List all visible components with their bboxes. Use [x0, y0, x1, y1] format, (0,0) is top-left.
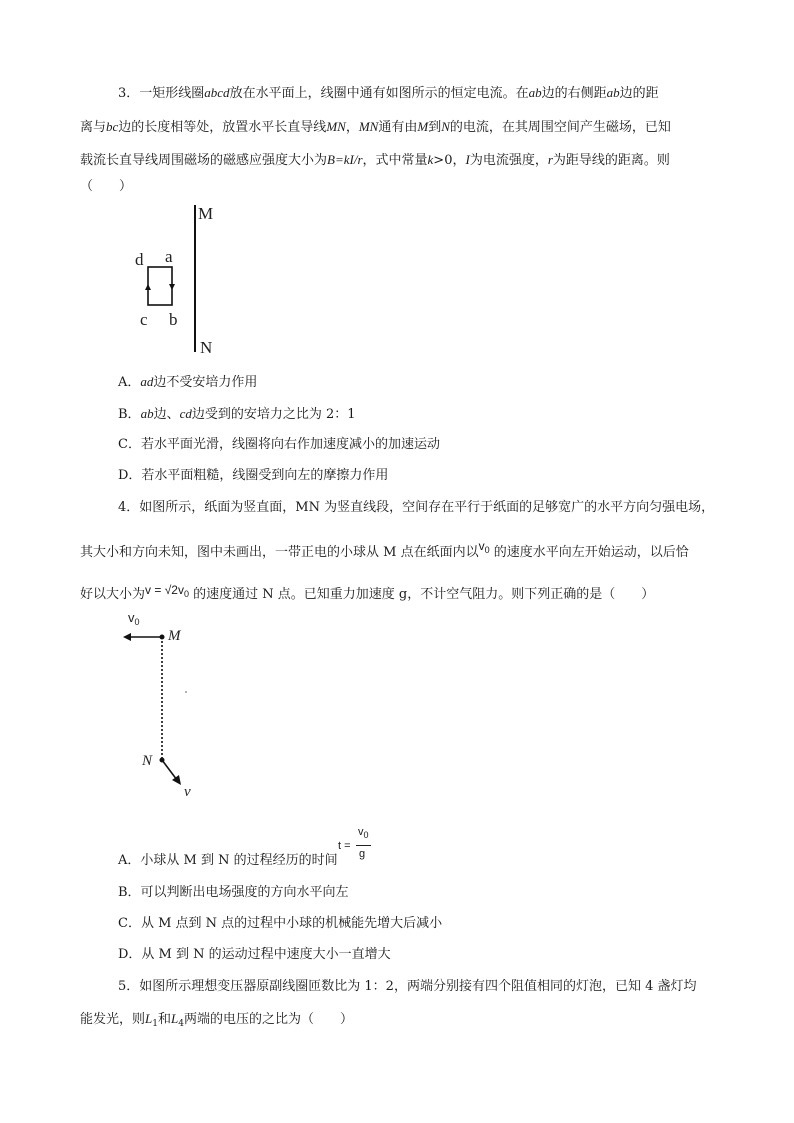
q3-text: 边的长度相等处，放置水平长直导线	[118, 120, 327, 135]
q5-text: 和	[157, 1012, 171, 1027]
q4-option-b: B．可以判断出电场强度的方向水平向左	[118, 885, 349, 900]
v0-subscript: 0	[484, 545, 490, 555]
q3-text: >0，	[433, 153, 466, 168]
q3-text: N	[441, 119, 450, 134]
q3-option-d: D．若水平面粗糙，线圈受到向左的摩擦力作用	[118, 468, 389, 483]
q3-line-4: （ ）	[80, 179, 133, 194]
q3-text: bc	[106, 119, 119, 134]
q3-text: MN	[358, 119, 379, 134]
time-formula-denominator: g	[359, 848, 366, 860]
coil-rectangle	[148, 267, 172, 305]
q3-figure	[130, 200, 240, 365]
label-v0: $v_0$	[128, 610, 140, 627]
q4-figure	[120, 620, 210, 805]
label-M: M	[198, 204, 214, 223]
q3-text: 的电流，在其周围空间产生磁场，已知	[449, 120, 671, 135]
lamp-l1-subscript: 1	[152, 1019, 158, 1029]
q3-text: B=kI/r	[327, 152, 363, 167]
q3-text: 放在水平面上，线圈中通有如图所示的恒定电流。在	[229, 86, 529, 101]
time-formula-t: t =	[338, 840, 351, 852]
q5-line-2	[80, 1010, 353, 1033]
label-a: a	[165, 247, 173, 266]
q3-option-b	[118, 405, 356, 424]
q3-text: 3．一矩形线圈	[118, 86, 205, 101]
q3-text: 边、	[153, 407, 180, 422]
q3-line-1	[118, 84, 659, 103]
v0-symbol: v	[478, 539, 485, 553]
q3-text: r	[547, 152, 553, 167]
option-letter: B．	[118, 407, 141, 422]
stray-dot	[185, 691, 187, 693]
q3-text: 到	[428, 120, 442, 135]
q3-text: k	[427, 152, 434, 167]
arrow-left-icon	[123, 633, 131, 641]
q4-option-d: D．从 M 到 N 的运动过程中速度大小一直增大	[118, 947, 391, 962]
arrow-down-right-icon	[172, 775, 181, 785]
q3-text: 通有由	[378, 120, 418, 135]
q5-line-1: 5．如图所示理想变压器原副线圈匝数比为 1：2，两端分别接有四个阻值相同的灯泡，已知 4 盏灯均	[118, 979, 697, 994]
velocity-subscript: 0	[183, 589, 189, 599]
arrow-down-icon	[145, 284, 151, 290]
arrow-up-icon	[169, 284, 175, 290]
velocity-formula: v = √2v	[145, 583, 184, 597]
q4-line-3	[80, 581, 654, 604]
q4-option-c: C．从 M 点到 N 点的过程中小球的机械能先增大后减小	[118, 916, 443, 931]
q3-option-c: C．若水平面光滑，线圈将向右作加速度减小的加速运动	[118, 437, 440, 452]
label-b: b	[169, 310, 178, 329]
lamp-l1: L	[145, 1011, 153, 1026]
q4-text: 其大小和方向未知，图中未画出，一带正电的小球从 M 点在纸面内以	[80, 545, 479, 560]
label-c: c	[140, 310, 148, 329]
q3-text: ab	[528, 85, 542, 100]
q3-text: MN	[326, 119, 346, 134]
label-v: v	[184, 784, 191, 800]
q4-line-1: 4．如图所示，纸面为竖直面，MN 为竖直线段，空间存在平行于纸面的足够宽广的水平方向匀强电场，	[118, 500, 715, 515]
q4-text: 好以大小为	[80, 587, 146, 602]
q3-text: 离与	[80, 120, 107, 135]
q4-line-2	[80, 537, 689, 562]
option-letter: A．	[118, 375, 141, 390]
q3-text: M	[417, 119, 429, 134]
q3-text: ，	[345, 120, 359, 135]
q4-text: 的速度水平向左开始运动，以后恰	[489, 545, 689, 560]
label-d: d	[135, 250, 144, 269]
q3-text: 载流长直导线周围磁场的磁感应强度大小为	[80, 153, 328, 168]
q3-text: 为距导线的距离。则	[552, 153, 670, 168]
q3-text: ，式中常量	[362, 153, 428, 168]
q4-text: 的速度通过 N 点。已知重力加速度 g，不计空气阻力。则下列正确的是（ ）	[188, 587, 655, 602]
lamp-l4: L	[171, 1011, 179, 1026]
q5-text: 两端的电压的之比为（ ）	[183, 1012, 353, 1027]
q3-text: I	[465, 152, 470, 167]
q3-text: ab	[606, 85, 620, 100]
label-point-N: N	[142, 753, 153, 769]
q3-option-a	[118, 373, 257, 392]
q3-text: abcd	[204, 85, 230, 100]
q3-text: ad	[140, 374, 154, 389]
q4-option-a: A．小球从 M 到 N 的过程经历的时间	[118, 853, 338, 868]
q3-text: 边不受安培力作用	[153, 375, 258, 390]
q3-line-3	[80, 151, 670, 170]
q3-text: 边的距	[619, 86, 659, 101]
q3-text: 边的右侧距	[541, 86, 607, 101]
q3-text: 边受到的安培力之比为 2：1	[191, 407, 356, 422]
label-N: N	[200, 338, 213, 357]
v-arrow-line	[162, 760, 177, 780]
q5-text: 能发光，则	[80, 1012, 146, 1027]
q3-line-2	[80, 118, 671, 137]
lamp-l4-subscript: 4	[178, 1019, 184, 1029]
q3-text: cd	[179, 406, 192, 421]
time-formula-numerator: $v_0$	[358, 826, 369, 840]
q3-text: 为电流强度，	[469, 153, 548, 168]
label-point-M: M	[168, 628, 181, 644]
q3-text: ab	[140, 406, 154, 421]
fraction-bar	[356, 845, 371, 846]
